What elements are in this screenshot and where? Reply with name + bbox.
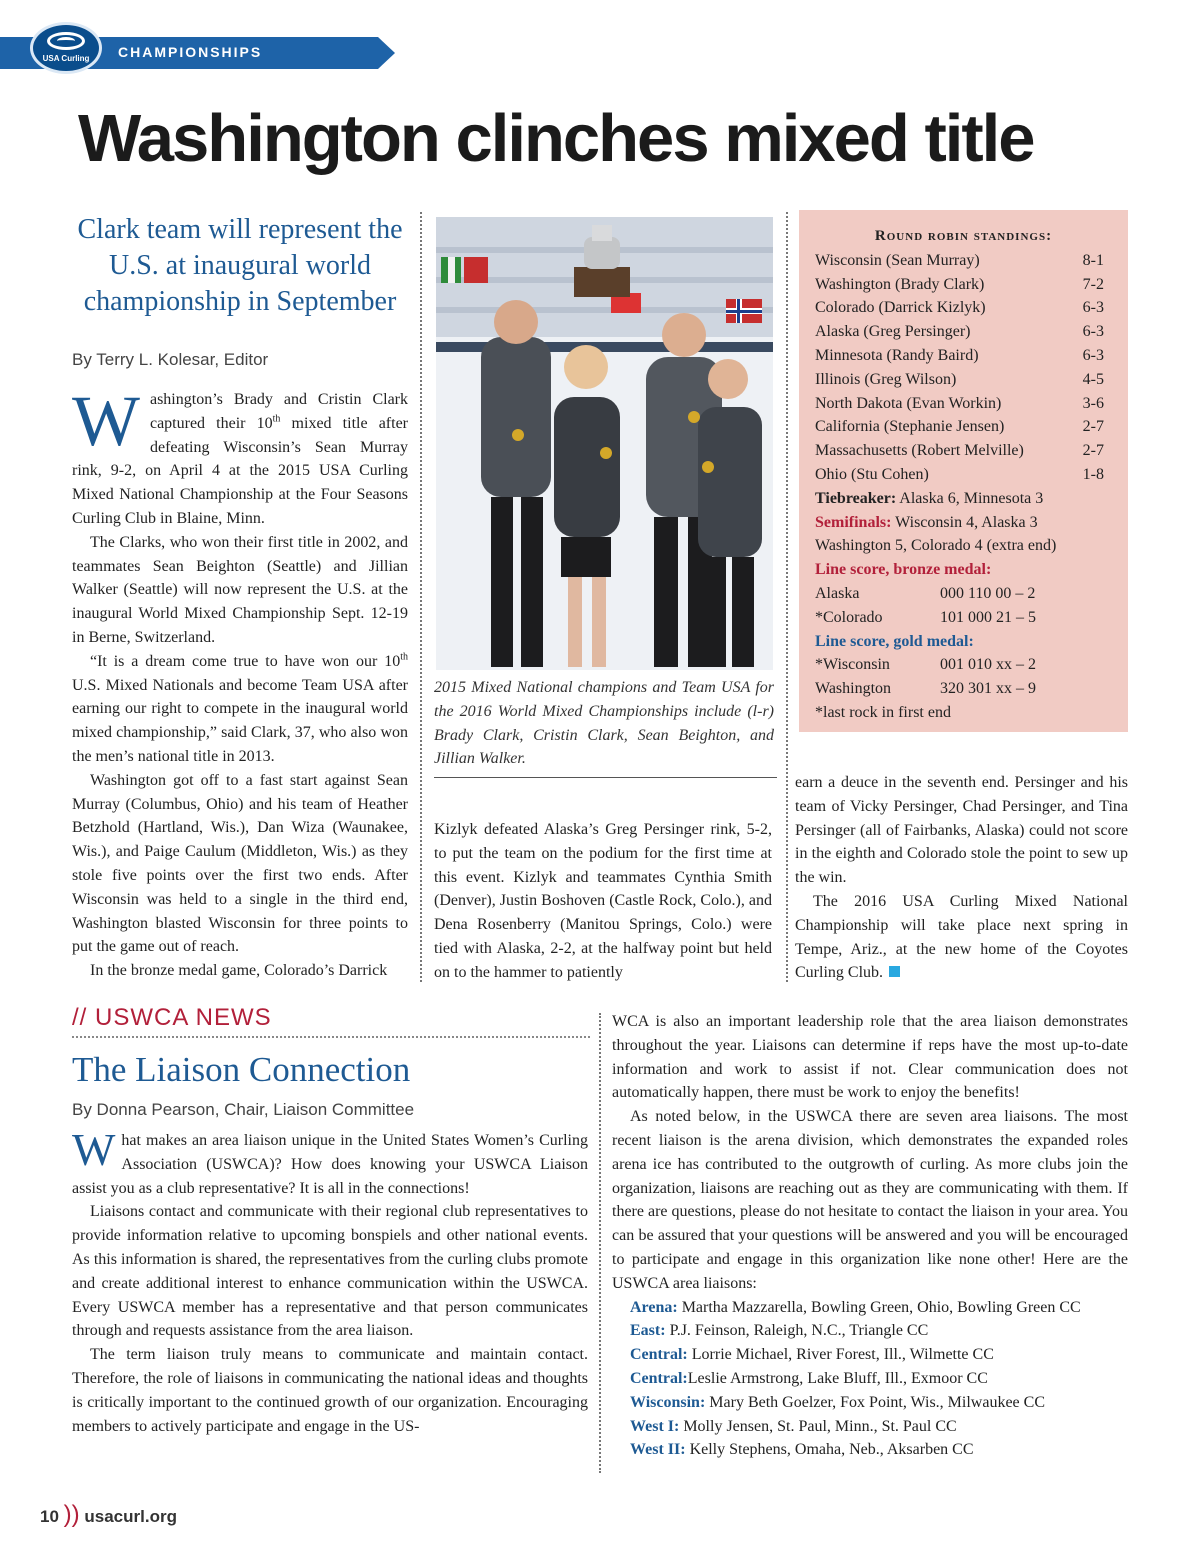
standings-footnote: *last rock in first end <box>815 703 951 721</box>
liaison-item <box>612 1343 1128 1367</box>
standings-team: Massachusetts (Robert Melville) <box>815 442 1024 460</box>
standings-row <box>815 392 1112 416</box>
liaison-item <box>612 1415 1128 1439</box>
tiebreaker-value: Alaska 6, Minnesota 3 <box>896 489 1044 507</box>
liaison-info: Molly Jensen, St. Paul, Minn., St. Paul CC <box>679 1417 957 1435</box>
liaison-item <box>612 1296 1128 1320</box>
column-divider <box>420 212 422 982</box>
liaison-item <box>612 1438 1128 1462</box>
standings-record: 4-5 <box>1082 370 1104 388</box>
standings-team: Wisconsin (Sean Murray) <box>815 251 980 269</box>
standings-row <box>815 463 1112 487</box>
liaison-info: Kelly Stephens, Omaha, Neb., Aksarben CC <box>685 1441 974 1459</box>
article-paragraph-5: In the bronze medal game, Colorado’s Darrick <box>90 962 388 980</box>
standings-record: 6-3 <box>1082 323 1104 341</box>
standings-row <box>815 296 1112 320</box>
standings-team: Alaska (Greg Persinger) <box>815 323 971 341</box>
bronze-line-score <box>815 582 1112 606</box>
section-rule <box>72 1036 590 1038</box>
gold-label: Line score, gold medal: <box>815 632 974 650</box>
standings-record: 7-2 <box>1082 275 1104 293</box>
drop-cap: W <box>72 1124 116 1175</box>
line-score: 000 110 00 – 2 <box>940 584 1036 602</box>
standings-list <box>815 249 1112 487</box>
drop-cap: W <box>72 381 140 461</box>
line-team: *Wisconsin <box>815 656 890 674</box>
liaison-area: Wisconsin: <box>630 1393 706 1411</box>
superscript: th <box>400 651 408 663</box>
liaison-area: Central: <box>630 1369 688 1387</box>
standings-record: 3-6 <box>1082 394 1104 412</box>
logo-swirl-inner-icon <box>57 37 75 45</box>
line-score: 001 010 xx – 2 <box>940 656 1036 674</box>
semifinals-label: Semifinals: <box>815 513 892 531</box>
standings-row <box>815 273 1112 297</box>
standings-record: 8-1 <box>1082 251 1104 269</box>
liaison-item <box>612 1367 1128 1391</box>
standings-row <box>815 439 1112 463</box>
text-run: The 2016 USA Curling Mixed National Championship will take place next spring in Tempe, Ariz., at the new home of the Coyotes Curling Club. <box>795 892 1128 982</box>
liaison-info: P.J. Feinson, Raleigh, N.C., Triangle CC <box>665 1322 929 1340</box>
article-byline: By Terry L. Kolesar, Editor <box>72 350 269 369</box>
text-run: “It is a dream come true to have won our 10 <box>90 652 401 670</box>
article-column-3 <box>795 771 1128 985</box>
logo-text: USA Curling <box>42 54 90 63</box>
end-mark-icon <box>889 966 900 977</box>
page-number: 10 <box>40 1507 59 1526</box>
usa-curling-logo <box>30 22 102 74</box>
standings-row <box>815 415 1112 439</box>
text-run: hat makes an area liaison unique in the United States Women’s Curling Association (USWCA)? How does knowing your USWCA Liaison assist you as a club representative? It is all in the connections! <box>72 1132 588 1197</box>
line-score: 320 301 xx – 9 <box>940 680 1036 698</box>
uswca-paragraph-2: Liaisons contact and communicate with their regional club representatives to provide information relative to upcoming bonspiels and other national events. As this information is shared, the representatives from the curling clubs promote and create additional interest to enhance communication within the USWCA. Every USWCA member has a representative and that person communicates through and requests assistance from the area liaison. <box>72 1203 588 1340</box>
uswca-column-1 <box>72 1124 588 1438</box>
text-run: ashington’s Brady and Cristin Clark captured their 10 <box>149 391 408 432</box>
superscript: th <box>272 413 281 425</box>
standings-record: 1-8 <box>1082 465 1104 483</box>
standings-record: 6-3 <box>1082 299 1104 317</box>
page-footer <box>40 1501 177 1529</box>
liaison-area: West I: <box>630 1417 680 1435</box>
liaison-item <box>612 1319 1128 1343</box>
semifinal-1: Wisconsin 4, Alaska 3 <box>891 513 1038 531</box>
article-paragraph-5-end: earn a deuce in the seventh end. Persinger and his team of Vicky Persinger, Chad Persinger, and Tina Persinger (all of Fairbanks, Alaska) could not score in the eighth and Colorado stole the point to sew up the win. <box>795 774 1128 887</box>
liaison-info: Leslie Armstrong, Lake Bluff, Ill., Exmoor CC <box>687 1369 988 1387</box>
standings-team: Minnesota (Randy Baird) <box>815 346 979 364</box>
standings-record: 2-7 <box>1082 418 1104 436</box>
line-team: Alaska <box>815 584 860 602</box>
standings-box <box>799 210 1128 732</box>
liaison-area: East: <box>630 1322 666 1340</box>
team-photo-illustration <box>436 217 773 670</box>
standings-team: Ohio (Stu Cohen) <box>815 465 929 483</box>
tiebreaker-line <box>815 487 1112 511</box>
line-team: Washington <box>815 680 892 698</box>
standings-team: Washington (Brady Clark) <box>815 275 985 293</box>
section-tag: // USWCA NEWS <box>72 1004 272 1031</box>
liaison-area: Central: <box>630 1346 688 1364</box>
footer-site: usacurl.org <box>84 1507 177 1526</box>
liaison-info: Mary Beth Goelzer, Fox Point, Wis., Milwaukee CC <box>705 1393 1045 1411</box>
standings-record: 6-3 <box>1082 346 1104 364</box>
liaison-info: Martha Mazzarella, Bowling Green, Ohio, Bowling Green CC <box>677 1298 1081 1316</box>
standings-team: Illinois (Greg Wilson) <box>815 370 957 388</box>
section-label: CHAMPIONSHIPS <box>118 44 263 60</box>
article-paragraph-3 <box>72 650 408 769</box>
article-paragraph-4: Washington got off to a fast start against Sean Murray (Columbus, Ohio) and his team of Heather Betzhold (Hartland, Wis.), Dan Wiza (Waunakee, Wis.), and Paige Caulum (Middleton, Wis.) as they stole five points over the first two ends. After Wisconsin was held to a single in the third end, Washington blasted Wisconsin for three points to put the game out of reach. <box>72 771 408 956</box>
standings-title: Round robin standings: <box>874 228 1053 244</box>
text-run: U.S. Mixed Nationals and become Team USA after earning our right to compete in the inaugural world mixed championship,” said Clark, 37, who also won the men’s national title in 2013. <box>72 676 408 765</box>
page-title: Washington clinches mixed title <box>78 101 1034 176</box>
uswca-title: The Liaison Connection <box>72 1050 411 1089</box>
line-team: *Colorado <box>815 608 883 626</box>
gold-line-score <box>815 677 1112 701</box>
standings-row <box>815 344 1112 368</box>
photo-caption: 2015 Mixed National champions and Team USA for the 2016 World Mixed Championships include (l-r) Brady Clark, Cristin Clark, Sean Beighton, and Jillian Walker. <box>434 679 774 768</box>
team-photo <box>436 217 773 670</box>
uswca-column-2 <box>612 1010 1128 1462</box>
uswca-paragraph-3: The term liaison truly means to communicate and maintain contact. Therefore, the role of liaisons in communicating the national ideas and thoughts is critically important to the continued growth of our organization. Encouraging members to actively participate and engage in the US- <box>72 1346 588 1435</box>
standings-row <box>815 249 1112 273</box>
uswca-byline: By Donna Pearson, Chair, Liaison Committee <box>72 1100 415 1119</box>
uswca-paragraph-3-cont: WCA is also an important leadership role that the area liaison demonstrates throughout the year. Liaisons can determine if reps have the most up-to-date information and work to assist if not. Clear communication does not automatically happen, there must be work to enjoy the benefits! <box>612 1013 1128 1102</box>
standings-row <box>815 368 1112 392</box>
gold-line-score <box>815 653 1112 677</box>
semifinal-line <box>815 511 1112 535</box>
footer-paren-icon: )) <box>63 1501 80 1528</box>
liaison-item <box>612 1391 1128 1415</box>
bronze-line-score <box>815 606 1112 630</box>
standings-team: California (Stephanie Jensen) <box>815 418 1005 436</box>
article-paragraph-2: The Clarks, who won their first title in 2002, and teammates Sean Beighton (Seattle) and Jillian Walker (Seattle) will now represent the U.S. at the inaugural World Mixed Championship Sept. 12-19 in Berne, Switzerland. <box>72 533 408 646</box>
article-paragraph-5-cont: Kizlyk defeated Alaska’s Greg Persinger rink, 5-2, to put the team on the podium for the first time at this event. Kizlyk and teammates Cynthia Smith (Denver), Justin Boshoven (Castle Rock, Colo.), and Dena Rosenberry (Manitou Springs, Colo.) were tied with Alaska, 2-2, at the halfway point but held on to the hammer to patiently <box>434 821 772 981</box>
liaison-list <box>612 1296 1128 1463</box>
liaison-area: Arena: <box>630 1298 678 1316</box>
standings-team: North Dakota (Evan Workin) <box>815 394 1002 412</box>
semifinal-2: Washington 5, Colorado 4 (extra end) <box>815 537 1057 555</box>
uswca-paragraph-4: As noted below, in the USWCA there are seven area liaisons. The most recent liaison is the arena division, which demonstrates the expanded roles arena ice has contributed to the outgrowth of curling. As more clubs join the organization, liaisons are reaching out as they are communicating with them. If there are questions, please do not hesitate to contact the liaison in your area. You can be assured that your questions will be answered and you will be encouraged to participate and engage in this organization like none other! Here are the USWCA area liaisons: <box>612 1108 1128 1292</box>
article-column-2 <box>434 818 772 985</box>
standings-record: 2-7 <box>1082 442 1104 460</box>
article-paragraph-1 <box>72 381 408 531</box>
column-divider <box>599 1013 601 1473</box>
liaison-area: West II: <box>630 1441 686 1459</box>
bronze-label: Line score, bronze medal: <box>815 561 992 579</box>
standings-team: Colorado (Darrick Kizlyk) <box>815 299 986 317</box>
article-column-1 <box>72 381 408 983</box>
standings-row <box>815 320 1112 344</box>
liaison-info: Lorrie Michael, River Forest, Ill., Wilmette CC <box>687 1346 994 1364</box>
tiebreaker-label: Tiebreaker: <box>815 489 897 507</box>
column-divider <box>786 212 788 982</box>
uswca-paragraph-1 <box>72 1124 588 1200</box>
article-subhead: Clark team will represent the U.S. at inaugural world championship in September <box>77 214 403 317</box>
text-run: mixed title after defeating Wisconsin’s Sean Murray rink, 9-2, on April 4 at the 2015 USA Curling Mixed National Championship at the Four Seasons Curling Club in Blaine, Minn. <box>72 414 408 527</box>
line-score: 101 000 21 – 5 <box>940 608 1036 626</box>
caption-rule <box>434 777 777 778</box>
article-paragraph-6 <box>795 890 1128 985</box>
